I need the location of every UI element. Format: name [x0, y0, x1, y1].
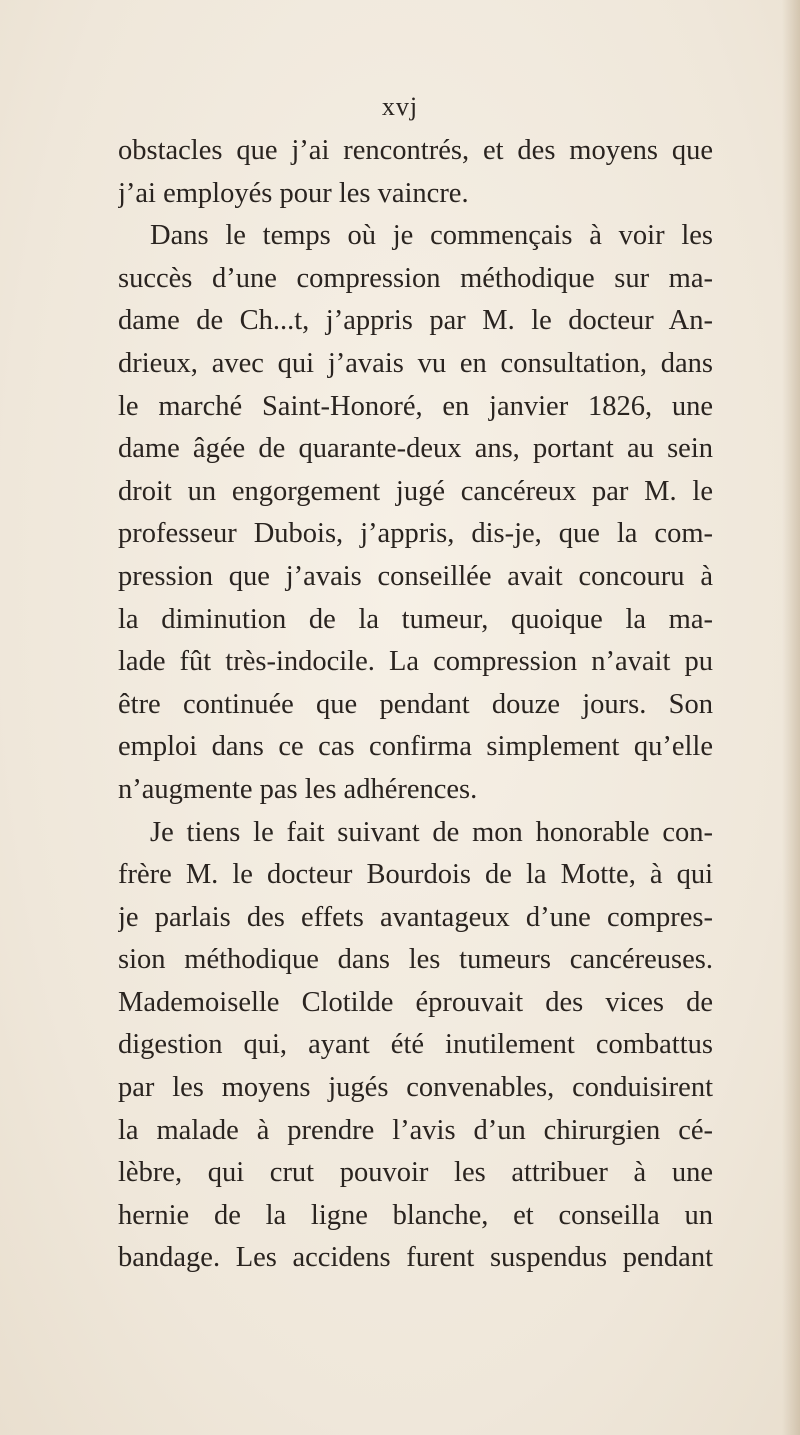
text-line: emploi dans ce cas confirma simplement qu’elle	[118, 731, 713, 763]
text-line: n’augmente pas les adhérences.	[118, 773, 478, 805]
text-line: Je tiens le fait suivant de mon honorable con-	[150, 816, 713, 848]
text-line: la malade à prendre l’avis d’un chirurgien cé-	[118, 1114, 713, 1146]
text-line: être continuée que pendant douze jours. Son	[118, 688, 713, 720]
text-line: bandage. Les accidens furent suspendus pendant	[118, 1242, 713, 1274]
text-line: lade fût très-indocile. La compression n’avait pu	[118, 646, 713, 678]
page-edge-shadow	[782, 0, 800, 1435]
text-line: Mademoiselle Clotilde éprouvait des vices de	[118, 986, 713, 1018]
text-line: professeur Dubois, j’appris, dis-je, que la com-	[118, 518, 713, 550]
text-line: digestion qui, ayant été inutilement combattus	[118, 1029, 713, 1061]
text-line: frère M. le docteur Bourdois de la Motte, à qui	[118, 859, 713, 891]
text-line: obstacles que j’ai rencontrés, et des moyens que	[118, 135, 713, 166]
text-line: Dans le temps où je commençais à voir les	[150, 220, 713, 252]
body-text	[118, 130, 713, 1280]
text-line: par les moyens jugés convenables, conduisirent	[118, 1072, 713, 1104]
text-line: droit un engorgement jugé cancéreux par M. le	[118, 475, 713, 507]
text-line: hernie de la ligne blanche, et conseilla un	[118, 1199, 713, 1231]
text-line: succès d’une compression méthodique sur ma-	[118, 262, 713, 294]
text-line: j’ai employés pour les vaincre.	[118, 177, 469, 209]
text-line: la diminution de la tumeur, quoique la ma-	[118, 603, 713, 635]
text-line: le marché Saint-Honoré, en janvier 1826, une	[118, 390, 713, 422]
text-line: dame de Ch...t, j’appris par M. le docteur An-	[118, 305, 713, 337]
text-line: lèbre, qui crut pouvoir les attribuer à une	[118, 1157, 713, 1189]
page-number-header: xvj	[381, 92, 419, 121]
text-line: je parlais des effets avantageux d’une compres-	[118, 901, 713, 933]
text-line: sion méthodique dans les tumeurs cancéreuses.	[118, 944, 713, 976]
text-line: pression que j’avais conseillée avait concouru à	[118, 560, 713, 592]
text-line: drieux, avec qui j’avais vu en consultation, dans	[118, 347, 713, 379]
text-line: dame âgée de quarante-deux ans, portant au sein	[118, 433, 713, 465]
